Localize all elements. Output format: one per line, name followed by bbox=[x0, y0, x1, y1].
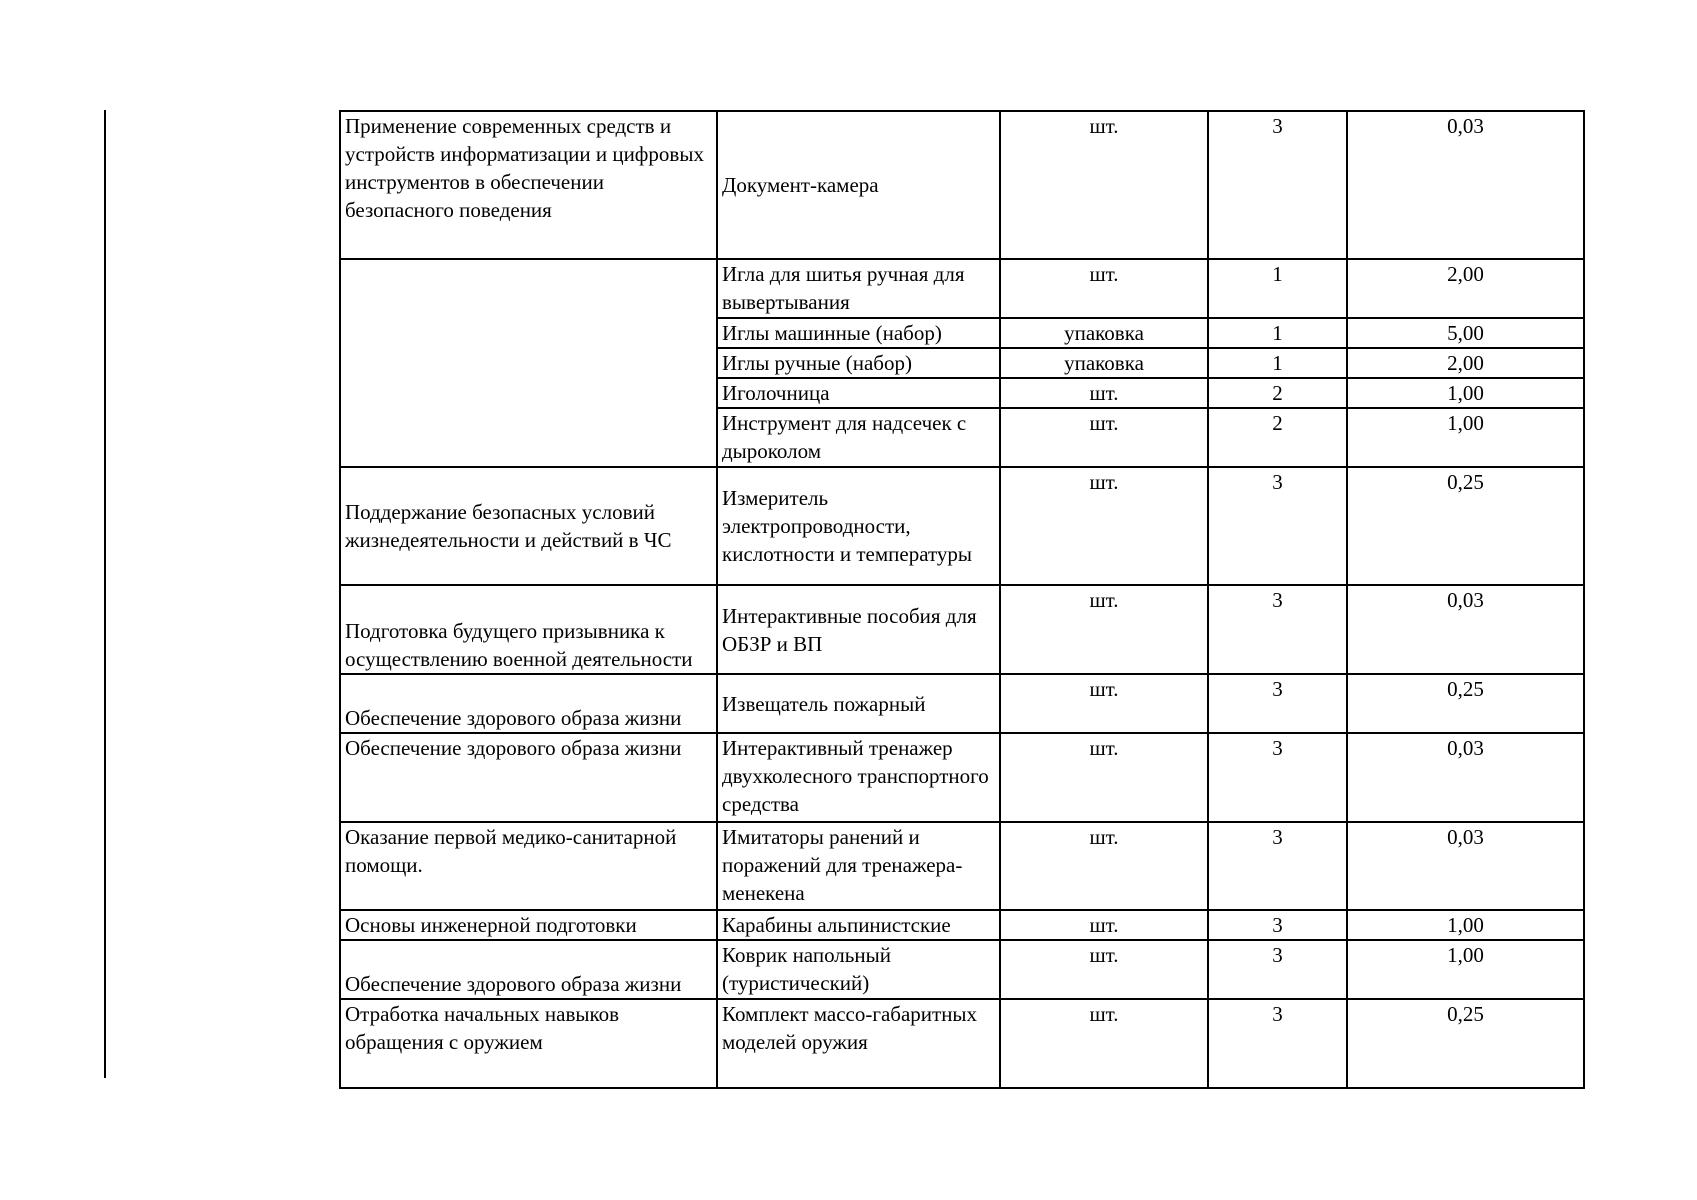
item-cell: Иголочница bbox=[717, 378, 1000, 408]
quantity-cell: 2 bbox=[1208, 408, 1347, 467]
norm-cell: 5,00 bbox=[1347, 318, 1584, 348]
page-margin-line bbox=[104, 110, 106, 1078]
quantity-cell: 3 bbox=[1208, 585, 1347, 674]
unit-cell: шт. bbox=[1000, 822, 1208, 910]
quantity-cell: 3 bbox=[1208, 999, 1347, 1088]
table-row bbox=[340, 259, 1584, 318]
section-cell: Применение современных средств и устройств информатизации и цифровых инструментов в обеспечении безопасного поведения bbox=[340, 111, 717, 259]
item-cell: Документ-камера bbox=[717, 111, 1000, 259]
item-cell: Коврик напольный (туристический) bbox=[717, 940, 1000, 999]
table-row bbox=[340, 111, 1584, 259]
section-cell: Оказание первой медико-санитарной помощи. bbox=[340, 822, 717, 910]
table-row bbox=[340, 733, 1584, 822]
item-cell: Комплект массо-габаритных моделей оружия bbox=[717, 999, 1000, 1088]
unit-cell: упаковка bbox=[1000, 348, 1208, 378]
item-cell: Иглы машинные (набор) bbox=[717, 318, 1000, 348]
table-row bbox=[340, 940, 1584, 999]
unit-cell: шт. bbox=[1000, 259, 1208, 318]
section-cell bbox=[340, 259, 717, 467]
norm-cell: 1,00 bbox=[1347, 940, 1584, 999]
unit-cell: шт. bbox=[1000, 585, 1208, 674]
item-cell: Интерактивные пособия для ОБЗР и ВП bbox=[717, 585, 1000, 674]
table-row bbox=[340, 674, 1584, 733]
section-cell: Отработка начальных навыков обращения с оружием bbox=[340, 999, 717, 1088]
unit-cell: шт. bbox=[1000, 378, 1208, 408]
norm-cell: 2,00 bbox=[1347, 348, 1584, 378]
quantity-cell: 1 bbox=[1208, 259, 1347, 318]
quantity-cell: 3 bbox=[1208, 111, 1347, 259]
norm-cell: 2,00 bbox=[1347, 259, 1584, 318]
item-cell: Иглы ручные (набор) bbox=[717, 348, 1000, 378]
section-cell: Обеспечение здорового образа жизни bbox=[340, 674, 717, 733]
unit-cell: шт. bbox=[1000, 733, 1208, 822]
table-row bbox=[340, 999, 1584, 1088]
norm-cell: 1,00 bbox=[1347, 408, 1584, 467]
item-cell: Имитаторы ранений и поражений для тренажера-менекена bbox=[717, 822, 1000, 910]
equipment-table bbox=[339, 110, 1585, 1089]
table-row bbox=[340, 585, 1584, 674]
quantity-cell: 1 bbox=[1208, 348, 1347, 378]
quantity-cell: 3 bbox=[1208, 467, 1347, 585]
norm-cell: 0,25 bbox=[1347, 467, 1584, 585]
quantity-cell: 3 bbox=[1208, 940, 1347, 999]
unit-cell: шт. bbox=[1000, 999, 1208, 1088]
unit-cell: упаковка bbox=[1000, 318, 1208, 348]
unit-cell: шт. bbox=[1000, 910, 1208, 940]
unit-cell: шт. bbox=[1000, 940, 1208, 999]
item-cell: Инструмент для надсечек с дыроколом bbox=[717, 408, 1000, 467]
table-row bbox=[340, 910, 1584, 940]
norm-cell: 0,25 bbox=[1347, 674, 1584, 733]
section-cell: Основы инженерной подготовки bbox=[340, 910, 717, 940]
item-cell: Игла для шитья ручная для вывертывания bbox=[717, 259, 1000, 318]
norm-cell: 1,00 bbox=[1347, 910, 1584, 940]
quantity-cell: 3 bbox=[1208, 674, 1347, 733]
section-cell: Поддержание безопасных условий жизнедеятельности и действий в ЧС bbox=[340, 467, 717, 585]
item-cell: Измеритель электропроводности, кислотности и температуры bbox=[717, 467, 1000, 585]
quantity-cell: 3 bbox=[1208, 910, 1347, 940]
norm-cell: 0,25 bbox=[1347, 999, 1584, 1088]
unit-cell: шт. bbox=[1000, 674, 1208, 733]
quantity-cell: 3 bbox=[1208, 822, 1347, 910]
quantity-cell: 2 bbox=[1208, 378, 1347, 408]
quantity-cell: 1 bbox=[1208, 318, 1347, 348]
section-cell: Обеспечение здорового образа жизни bbox=[340, 733, 717, 822]
table-row bbox=[340, 822, 1584, 910]
section-cell: Подготовка будущего призывника к осуществлению военной деятельности bbox=[340, 585, 717, 674]
section-cell: Обеспечение здорового образа жизни bbox=[340, 940, 717, 999]
item-cell: Интерактивный тренажер двухколесного транспортного средства bbox=[717, 733, 1000, 822]
norm-cell: 0,03 bbox=[1347, 822, 1584, 910]
unit-cell: шт. bbox=[1000, 467, 1208, 585]
item-cell: Извещатель пожарный bbox=[717, 674, 1000, 733]
norm-cell: 1,00 bbox=[1347, 378, 1584, 408]
norm-cell: 0,03 bbox=[1347, 733, 1584, 822]
norm-cell: 0,03 bbox=[1347, 585, 1584, 674]
norm-cell: 0,03 bbox=[1347, 111, 1584, 259]
unit-cell: шт. bbox=[1000, 111, 1208, 259]
quantity-cell: 3 bbox=[1208, 733, 1347, 822]
item-cell: Карабины альпинистские bbox=[717, 910, 1000, 940]
table-row bbox=[340, 467, 1584, 585]
unit-cell: шт. bbox=[1000, 408, 1208, 467]
